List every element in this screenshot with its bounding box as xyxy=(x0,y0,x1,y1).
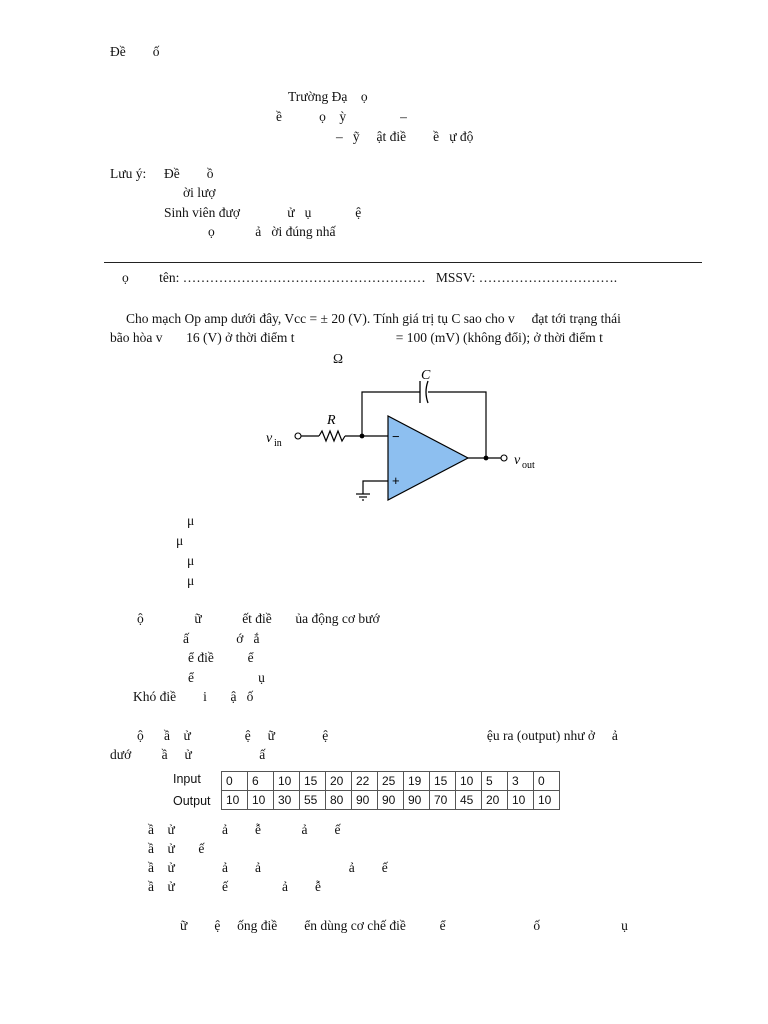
q2-option-d: Khó điề i ậ ố xyxy=(133,689,254,704)
table-cell: 0 xyxy=(222,772,248,791)
note-line-3: Sinh viên đượ ử ụ ệ xyxy=(164,205,362,220)
output-subscript: out xyxy=(522,460,535,471)
table-cell: 20 xyxy=(482,791,508,810)
table-cell: 80 xyxy=(326,791,352,810)
table-cell: 55 xyxy=(300,791,326,810)
student-info-line: ọ tên: ……………………………………………… MSSV: …………………………. xyxy=(122,270,618,285)
q2-option-c: ể ụ xyxy=(188,670,265,685)
header-divider xyxy=(104,262,702,263)
table-cell: 30 xyxy=(274,791,300,810)
q1-option-c: μ xyxy=(187,553,195,568)
q3-option-d: ầ ử ế ả ễ xyxy=(148,879,322,894)
table-cell: 15 xyxy=(430,772,456,791)
table-cell: 0 xyxy=(534,772,560,791)
table-cell: 15 xyxy=(300,772,326,791)
table-cell: 10 xyxy=(222,791,248,810)
q3-option-b: ầ ử ế xyxy=(148,841,205,856)
course-line: – ỹ ật điề ề ự độ xyxy=(336,129,474,144)
input-output-table xyxy=(221,771,560,810)
resistor-symbol xyxy=(319,431,345,441)
table-cell: 90 xyxy=(378,791,404,810)
table-cell: 3 xyxy=(508,772,534,791)
resistor-label: R xyxy=(327,413,336,428)
table-cell: 10 xyxy=(274,772,300,791)
table-cell: 45 xyxy=(456,791,482,810)
capacitor-plate-right xyxy=(426,381,428,403)
output-terminal xyxy=(501,455,507,461)
q4-text: ữ ệ ống điề ển dùng cơ chế điề ể ố ụ xyxy=(180,918,628,933)
table-cell: 6 xyxy=(248,772,274,791)
school-name: Trường Đạ ọ xyxy=(288,89,368,104)
output-label: v xyxy=(514,453,521,468)
table-cell: 5 xyxy=(482,772,508,791)
exam-label: Đề ố xyxy=(110,44,160,59)
ground-wire xyxy=(363,481,388,494)
q1-option-b: μ xyxy=(176,533,184,548)
q2-text: ộ ữ ết điề ủa động cơ bướ xyxy=(137,611,380,626)
q3-option-a: ầ ử ả ễ ả ế xyxy=(148,822,341,837)
q2-option-b: ể điề ể xyxy=(188,650,254,665)
note-line-1: Đề ồ xyxy=(164,166,214,181)
input-terminal xyxy=(295,433,301,439)
table-cell: 22 xyxy=(352,772,378,791)
table-cell: 10 xyxy=(508,791,534,810)
table-cell: 10 xyxy=(534,791,560,810)
q3-option-c: ầ ử ả ả ả ế xyxy=(148,860,388,875)
q1-option-d: μ xyxy=(187,573,195,588)
capacitor-label: C xyxy=(421,368,431,383)
table-row-output xyxy=(222,791,560,810)
q3-text-line-2: dướ ầ ử ấ xyxy=(110,747,266,762)
output-node xyxy=(484,456,489,461)
note-line-4: ọ ả ời đúng nhấ xyxy=(208,224,336,239)
q3-text-line-1: ộ ầ ử ệ ữ ệ ệu ra (output) như ở ả xyxy=(137,728,618,743)
q1-option-a: μ xyxy=(187,513,195,528)
table-label-input: Input xyxy=(173,772,201,786)
table-cell: 70 xyxy=(430,791,456,810)
table-row-input xyxy=(222,772,560,791)
q1-text-line-1: Cho mạch Op amp dưới đây, Vcc = ± 20 (V). Tính giá trị tụ C sao cho v đạt tới trạng thái xyxy=(126,311,621,326)
table-cell: 90 xyxy=(404,791,430,810)
notes-label: Lưu ý: xyxy=(110,166,147,181)
note-line-2: ời lượ xyxy=(183,185,216,200)
table-cell: 10 xyxy=(456,772,482,791)
table-cell: 90 xyxy=(352,791,378,810)
table-cell: 25 xyxy=(378,772,404,791)
table-cell: 19 xyxy=(404,772,430,791)
op-amp-triangle xyxy=(388,416,468,500)
op-amp-circuit-diagram xyxy=(258,364,558,510)
input-subscript: in xyxy=(274,438,282,449)
q2-option-a: ấ ớ ắ xyxy=(183,631,260,646)
q1-text-line-2: bão hòa v 16 (V) ở thời điểm t = 100 (mV) (không đổi); ở thời điểm t xyxy=(110,330,603,345)
q1-omega: Ω xyxy=(333,351,344,366)
op-amp-plus: + xyxy=(392,473,400,488)
input-label: v xyxy=(266,431,273,446)
table-cell: 10 xyxy=(248,791,274,810)
op-amp-minus: − xyxy=(392,429,400,444)
table-label-output: Output xyxy=(173,794,211,808)
table-cell: 20 xyxy=(326,772,352,791)
faculty-line: ề ọ ỳ – xyxy=(276,109,407,124)
inverting-node xyxy=(360,434,365,439)
